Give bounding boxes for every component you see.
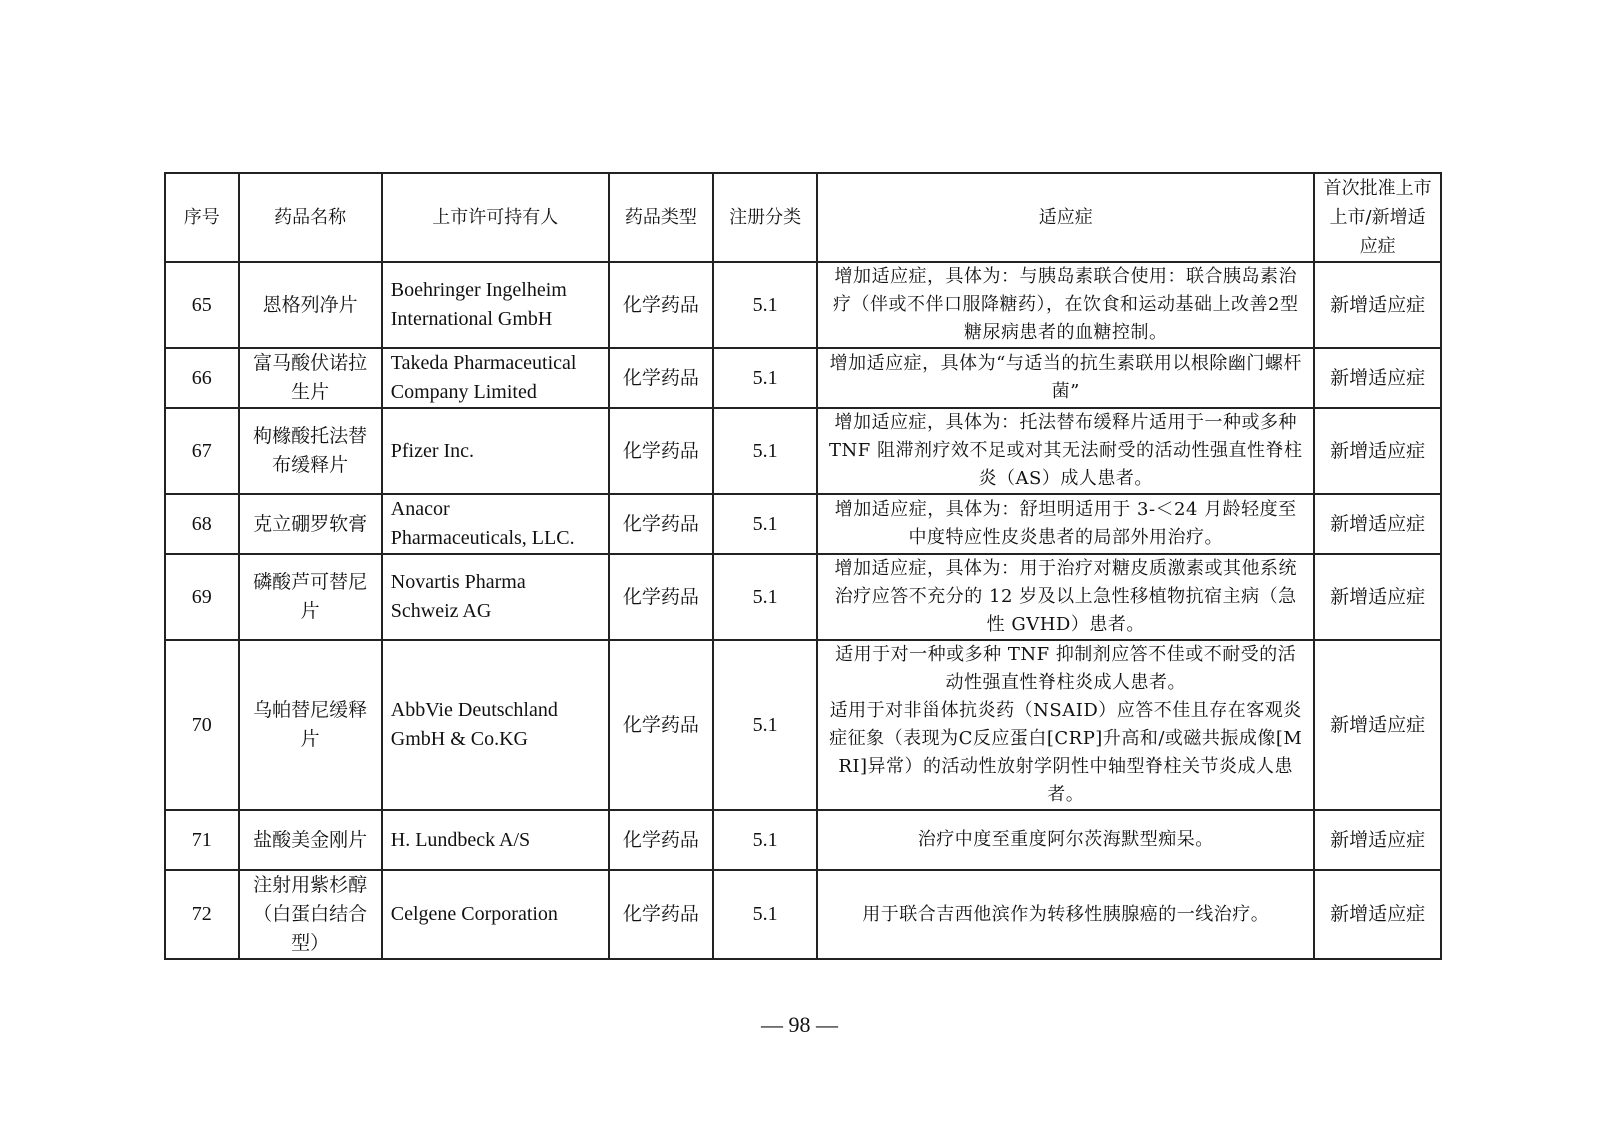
cell-status: 新增适应症: [1314, 640, 1441, 810]
cell-no: 69: [165, 554, 239, 640]
table-row: [165, 810, 1441, 870]
cell-status: 新增适应症: [1314, 262, 1441, 348]
cell-indication: [817, 262, 1314, 348]
cell-status: 新增适应症: [1314, 870, 1441, 959]
cell-drug-type: 化学药品: [609, 810, 713, 870]
cell-drug-type: 化学药品: [609, 494, 713, 554]
cell-indication: [817, 494, 1314, 554]
holder-line: Takeda Pharmaceutical: [390, 352, 577, 374]
header-indication: 适应症: [817, 173, 1314, 262]
cell-indication: [817, 810, 1314, 870]
table-row: [165, 262, 1441, 348]
cell-no: 71: [165, 810, 239, 870]
table-row: [165, 494, 1441, 554]
cell-registration-class: 5.1: [713, 408, 817, 494]
indication-text: 增加适应症，具体为“与适当的抗生素联用以根除幽门螺杆菌”: [829, 353, 1302, 402]
header-drug-name: 药品名称: [239, 173, 382, 262]
cell-indication: [817, 870, 1314, 959]
cell-indication: [817, 640, 1314, 810]
table-row: [165, 640, 1441, 810]
cell-drug-name: 富马酸伏诺拉生片: [239, 348, 382, 408]
indication-text: 适用于对非甾体抗炎药（NSAID）应答不佳且存在客观炎症征象（表现为C反应蛋白[CRP]升高和/或磁共振成像[MRI]异常）的活动性放射学阴性中轴型脊柱关节炎成人患者。: [829, 700, 1303, 805]
holder-line: Boehringer Ingelheim: [390, 279, 567, 301]
cell-status: 新增适应症: [1314, 554, 1441, 640]
cell-holder: [382, 810, 609, 870]
holder-line: Celgene Corporation: [390, 903, 558, 925]
cell-registration-class: 5.1: [713, 348, 817, 408]
indication-text: 适用于对一种或多种 TNF 抑制剂应答不佳或不耐受的活动性强直性脊柱炎成人患者。: [835, 644, 1297, 693]
indication-text: 增加适应症，具体为：舒坦明适用于 3-＜24 月龄轻度至中度特应性皮炎患者的局部外用治疗。: [834, 499, 1297, 548]
cell-status: 新增适应症: [1314, 810, 1441, 870]
cell-drug-name: 盐酸美金刚片: [239, 810, 382, 870]
cell-registration-class: 5.1: [713, 262, 817, 348]
table-row: [165, 408, 1441, 494]
holder-line: GmbH & Co.KG: [390, 728, 528, 750]
holder-line: Anacor: [390, 498, 450, 520]
cell-drug-type: 化学药品: [609, 348, 713, 408]
header-drug-type: 药品类型: [609, 173, 713, 262]
document-sheet: [164, 172, 1442, 960]
cell-drug-name: 乌帕替尼缓释片: [239, 640, 382, 810]
cell-holder: [382, 640, 609, 810]
indication-text: 增加适应症，具体为：用于治疗对糖皮质激素或其他系统治疗应答不充分的 12 岁及以上急性移植物抗宿主病（急性 GVHD）患者。: [834, 558, 1297, 635]
cell-drug-type: 化学药品: [609, 262, 713, 348]
header-status: 首次批准上市上市/新增适应症: [1314, 173, 1441, 262]
cell-indication: [817, 554, 1314, 640]
cell-indication: [817, 348, 1314, 408]
cell-drug-type: 化学药品: [609, 870, 713, 959]
cell-holder: [382, 348, 609, 408]
cell-drug-name: 克立硼罗软膏: [239, 494, 382, 554]
cell-status: 新增适应症: [1314, 348, 1441, 408]
holder-line: H. Lundbeck A/S: [390, 828, 531, 851]
cell-no: 66: [165, 348, 239, 408]
cell-drug-name: 注射用紫杉醇（白蛋白结合型）: [239, 870, 382, 959]
cell-drug-type: 化学药品: [609, 408, 713, 494]
cell-registration-class: 5.1: [713, 640, 817, 810]
holder-line: Pharmaceuticals, LLC.: [390, 527, 575, 549]
holder-line: International GmbH: [390, 308, 553, 330]
cell-drug-type: 化学药品: [609, 554, 713, 640]
cell-registration-class: 5.1: [713, 554, 817, 640]
cell-holder: [382, 408, 609, 494]
cell-no: 65: [165, 262, 239, 348]
cell-no: 70: [165, 640, 239, 810]
cell-drug-name: 枸橼酸托法替布缓释片: [239, 408, 382, 494]
cell-registration-class: 5.1: [713, 870, 817, 959]
cell-no: 67: [165, 408, 239, 494]
header-no: 序号: [165, 173, 239, 262]
holder-line: Novartis Pharma: [390, 571, 526, 593]
holder-line: Pfizer Inc.: [390, 439, 475, 462]
holder-line: Schweiz AG: [390, 600, 492, 622]
holder-line: AbbVie Deutschland: [390, 699, 558, 721]
cell-registration-class: 5.1: [713, 494, 817, 554]
table-row: [165, 348, 1441, 408]
cell-holder: [382, 870, 609, 959]
cell-registration-class: 5.1: [713, 810, 817, 870]
header-registration-class: 注册分类: [713, 173, 817, 262]
table-row: [165, 870, 1441, 959]
cell-holder: [382, 554, 609, 640]
table-header-row: [165, 173, 1441, 262]
cell-status: 新增适应症: [1314, 408, 1441, 494]
cell-holder: [382, 262, 609, 348]
indication-text: 用于联合吉西他滨作为转移性胰腺癌的一线治疗。: [862, 903, 1270, 925]
cell-status: 新增适应症: [1314, 494, 1441, 554]
drug-approval-table: [164, 172, 1442, 960]
page-number: — 98 —: [761, 1012, 838, 1037]
indication-text: 增加适应症，具体为：与胰岛素联合使用：联合胰岛素治疗（伴或不伴口服降糖药），在饮食和运动基础上改善2型糖尿病患者的血糖控制。: [833, 266, 1299, 343]
table-row: [165, 554, 1441, 640]
cell-no: 72: [165, 870, 239, 959]
cell-drug-name: 磷酸芦可替尼片: [239, 554, 382, 640]
holder-line: Company Limited: [390, 381, 537, 403]
cell-drug-type: 化学药品: [609, 640, 713, 810]
cell-indication: [817, 408, 1314, 494]
header-holder: 上市许可持有人: [382, 173, 609, 262]
cell-holder: [382, 494, 609, 554]
cell-no: 68: [165, 494, 239, 554]
cell-drug-name: 恩格列净片: [239, 262, 382, 348]
indication-text: 增加适应症，具体为：托法替布缓释片适用于一种或多种 TNF 阻滞剂疗效不足或对其无法耐受的活动性强直性脊柱炎（AS）成人患者。: [828, 412, 1303, 489]
indication-text: 治疗中度至重度阿尔茨海默型痴呆。: [917, 829, 1214, 850]
